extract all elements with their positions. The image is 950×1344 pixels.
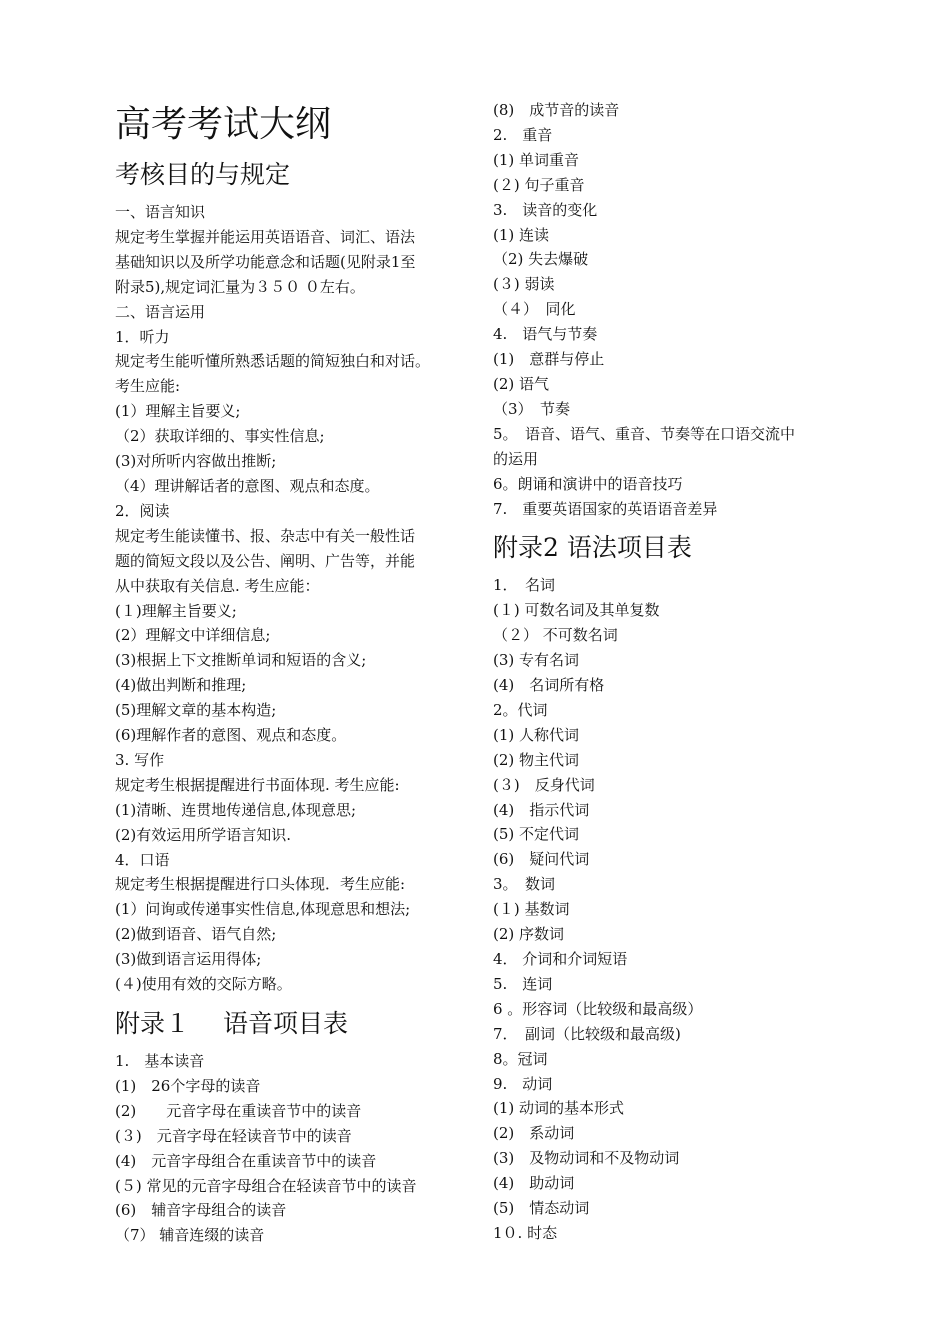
text-line: （7） 辅音连缀的读音 [115,1226,265,1245]
text-line: 3. 写作 [115,750,165,769]
text-line: (3) 专有名词 [493,651,580,670]
text-line: (1) 人称代词 [493,725,580,744]
text-line: 8。冠词 [493,1049,548,1068]
text-line: 题的简短文段以及公告、阐明、广告等，并能 [115,551,416,570]
text-line: (３) 元音字母在轻读音节中的读音 [115,1126,352,1145]
text-line: 6。朗诵和演讲中的语音技巧 [493,474,683,493]
appendix-1-list-continued [493,98,843,521]
text-line: 从中获取有关信息. 考生应能： [115,576,320,595]
text-line: (6) 疑问代词 [493,850,590,869]
text-line: 二、语言运用 [115,302,206,321]
text-line: 3. 读音的变化 [493,200,598,219]
text-line: (３) 弱读 [493,275,555,294]
text-line: (2) 元音字母在重读音节中的读音 [115,1101,362,1120]
text-line: (2) 系动词 [493,1124,575,1143]
text-line: (1)清晰、连贯地传递信息,体现意思; [115,800,357,819]
text-line: (１) 基数词 [493,900,570,919]
text-line: (2) 语气 [493,374,550,393]
left-column [115,98,470,1248]
text-line: （4）理讲解话者的意图、观点和态度。 [115,476,380,495]
text-line: (8) 成节音的读音 [493,101,620,119]
text-line: 2. 重音 [493,125,553,144]
text-line: (２) 句子重音 [493,175,585,194]
appendix-1-list [115,1049,470,1248]
appendix-2-heading: 附录2 语法项目表 [493,533,692,563]
text-line: (2）理解文中详细信息; [115,626,271,645]
text-line: 7． 副词（比较级和最高级) [493,1024,681,1043]
text-line: 5。 语音、语气、重音、节奏等在口语交流中 [493,424,796,443]
text-line: (5) 情态动词 [493,1199,590,1218]
text-line: 4． 介词和介词短语 [493,950,628,968]
text-line: (１)理解主旨要义; [115,601,237,620]
text-line: (３) 反身代词 [493,775,595,794]
text-line: 规定考生根据提醒进行书面体现. 考生应能: [115,775,400,794]
text-line: 1０. 时态 [493,1223,558,1242]
text-line: 2。代词 [493,700,548,719]
text-line: (4)做出判断和推理; [115,676,247,695]
text-line: (５) 常见的元音字母组合在轻读音节中的读音 [115,1176,417,1195]
text-line: 1． 名词 [493,576,556,595]
text-line: (3)对所听内容做出推断; [115,452,277,471]
text-line: (6) 辅音字母组合的读音 [115,1201,287,1220]
text-line: 4．口语 [115,850,170,869]
text-line: 规定考生能读懂书、报、杂志中有关一般性话 [115,526,416,545]
text-line: （２） 不可数名词 [493,626,618,645]
text-line: 附录5),规定词汇量为３５０ ０左右。 [115,277,365,296]
text-line: 9. 动词 [493,1074,553,1093]
text-line: (1）理解主旨要义; [115,402,241,421]
text-line: (4) 元音字母组合在重读音节中的读音 [115,1151,377,1170]
text-line: (2)有效运用所学语言知识. [115,825,292,844]
appendix-1-heading: 附录１ 语音项目表 [115,1009,348,1038]
text-line: 规定考生能听懂所熟悉话题的简短独白和对话。 [115,352,431,371]
text-line: (1) 动词的基本形式 [493,1099,625,1118]
text-line: (2) 物主代词 [493,750,580,769]
text-line: (1) 意群与停止 [493,350,605,369]
text-line: 规定考生掌握并能运用英语语音、词汇、语法 [115,227,416,246]
text-line: （４） 同化 [493,300,576,319]
text-line: (1) 26个字母的读音 [115,1076,261,1095]
text-line: (1）问询或传递事实性信息,体现意思和想法; [115,900,411,919]
text-line: (3) 及物动词和不及物动词 [493,1149,680,1168]
text-line: (5)理解文章的基本构造; [115,701,277,720]
text-line: 规定考生根据提醒进行口头体现．考生应能: [115,875,406,894]
text-line: (1) 连读 [493,225,550,244]
left-text-block [115,200,470,997]
document-title: 高考考试大纲 [115,104,332,145]
text-line: 3。 数词 [493,875,556,894]
text-line: (6)理解作者的意图、观点和态度。 [115,726,347,745]
text-line: (4) 指示代词 [493,800,590,819]
text-line: 7. 重要英语国家的英语语音差异 [493,499,718,518]
text-line: (5) 不定代词 [493,825,580,844]
text-line: 1．听力 [115,327,170,346]
text-line: (4) 助动词 [493,1174,575,1193]
text-line: 4. 语气与节奏 [493,325,598,344]
right-column [493,98,843,1246]
text-line: 的运用 [493,449,539,468]
text-line: 考生应能: [115,377,181,396]
text-line: (3)做到语言运用得体; [115,950,262,969]
text-line: (４)使用有效的交际方略。 [115,975,292,994]
text-line: （2) 失去爆破 [493,250,589,269]
text-line: (1) 单词重音 [493,150,580,169]
section-heading: 考核目的与规定 [115,160,291,189]
text-line: (2)做到语音、语气自然; [115,925,277,944]
text-line: (4) 名词所有格 [493,676,605,695]
text-line: （3） 节奏 [493,399,571,418]
text-line: (2) 序数词 [493,925,565,944]
text-line: 5. 连词 [493,974,553,993]
text-line: (3)根据上下文推断单词和短语的含义; [115,651,367,670]
text-line: （2）获取详细的、事实性信息; [115,427,325,446]
text-line: 基础知识以及所学功能意念和话题(见附录1至 [115,252,416,271]
text-line: 一、语言知识 [115,203,206,221]
text-line: 1. 基本读音 [115,1052,205,1070]
appendix-2-list [493,573,843,1245]
text-line: (１) 可数名词及其单复数 [493,601,660,620]
text-line: 6 。形容词（比较级和最高级） [493,999,703,1018]
text-line: 2．阅读 [115,501,170,520]
